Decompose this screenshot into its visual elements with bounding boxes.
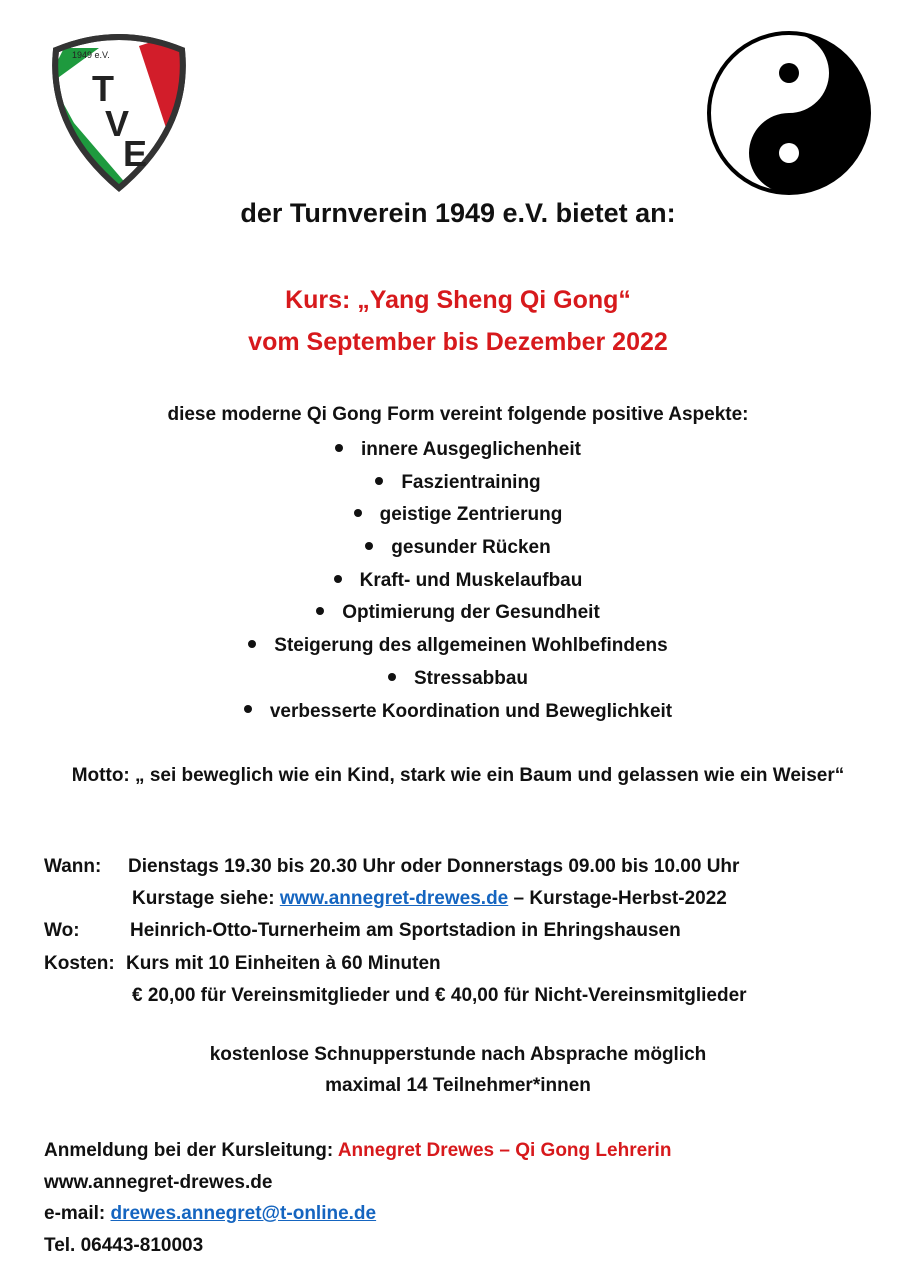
where-label: Wo:	[44, 920, 80, 941]
aspects-list	[0, 434, 916, 728]
costs-label: Kosten:	[44, 953, 115, 974]
course-dates-prefix: Kurstage siehe:	[132, 888, 275, 909]
bullet-icon	[375, 477, 383, 485]
headline: der Turnverein 1949 e.V. bietet an:	[240, 198, 676, 228]
list-item: Steigerung des allgemeinen Wohlbefindens	[0, 630, 916, 663]
when-label: Wann:	[44, 856, 102, 877]
max-participants: maximal 14 Teilnehmer*innen	[325, 1075, 591, 1096]
course-dates-suffix: – Kurstage-Herbst-2022	[513, 888, 727, 909]
list-item: gesunder Rücken	[0, 532, 916, 565]
phone-text: Tel. 06443-810003	[44, 1235, 204, 1256]
bullet-icon	[248, 640, 256, 648]
course-title: Kurs: „Yang Sheng Qi Gong“	[285, 286, 631, 314]
yin-yang-icon	[706, 30, 872, 196]
email-label: e-mail:	[44, 1203, 106, 1224]
trial-lesson: kostenlose Schnupperstunde nach Absprache möglich	[209, 1044, 707, 1065]
list-item: Optimierung der Gesundheit	[0, 597, 916, 630]
motto: Motto: „ sei beweglich wie ein Kind, stark wie ein Baum und gelassen wie ein Weiser“	[71, 765, 845, 786]
list-item: Stressabbau	[0, 663, 916, 696]
list-item: geistige Zentrierung	[0, 499, 916, 532]
list-item: innere Ausgeglichenheit	[0, 434, 916, 467]
bullet-icon	[334, 575, 342, 583]
list-item: Faszientraining	[0, 467, 916, 500]
teacher-name: Annegret Drewes – Qi Gong Lehrerin	[337, 1140, 672, 1161]
logo-letter-t: T	[92, 68, 114, 109]
bullet-icon	[316, 607, 324, 615]
list-item: Kraft- und Muskelaufbau	[0, 565, 916, 598]
course-period: vom September bis Dezember 2022	[248, 328, 668, 356]
logo-letter-v: V	[105, 103, 130, 144]
website-text: www.annegret-drewes.de	[44, 1172, 273, 1193]
bullet-icon	[335, 444, 343, 452]
bullet-icon	[388, 673, 396, 681]
when-text: Dienstags 19.30 bis 20.30 Uhr oder Donnerstags 09.00 bis 10.00 Uhr	[128, 856, 740, 877]
course-dates-line	[132, 888, 727, 910]
registration-label: Anmeldung bei der Kursleitung:	[44, 1140, 334, 1161]
costs-text: Kurs mit 10 Einheiten à 60 Minuten	[126, 953, 441, 974]
registration-line	[44, 1140, 671, 1162]
aspects-intro: diese moderne Qi Gong Form vereint folgende positive Aspekte:	[167, 404, 749, 425]
logo-year: 1949 e.V.	[72, 50, 110, 60]
costs-prices: € 20,00 für Vereinsmitglieder und € 40,00 für Nicht-Vereinsmitglieder	[132, 985, 747, 1006]
email-link[interactable]: drewes.annegret@t-online.de	[110, 1203, 377, 1224]
list-item: verbesserte Koordination und Beweglichkeit	[0, 696, 916, 729]
course-dates-link[interactable]: www.annegret-drewes.de	[279, 888, 509, 909]
bullet-icon	[365, 542, 373, 550]
email-line	[44, 1203, 376, 1225]
where-text: Heinrich-Otto-Turnerheim am Sportstadion in Ehringshausen	[130, 920, 681, 941]
tve-logo	[44, 28, 194, 193]
bullet-icon	[354, 509, 362, 517]
bullet-icon	[244, 705, 252, 713]
logo-letter-e: E	[123, 133, 148, 174]
